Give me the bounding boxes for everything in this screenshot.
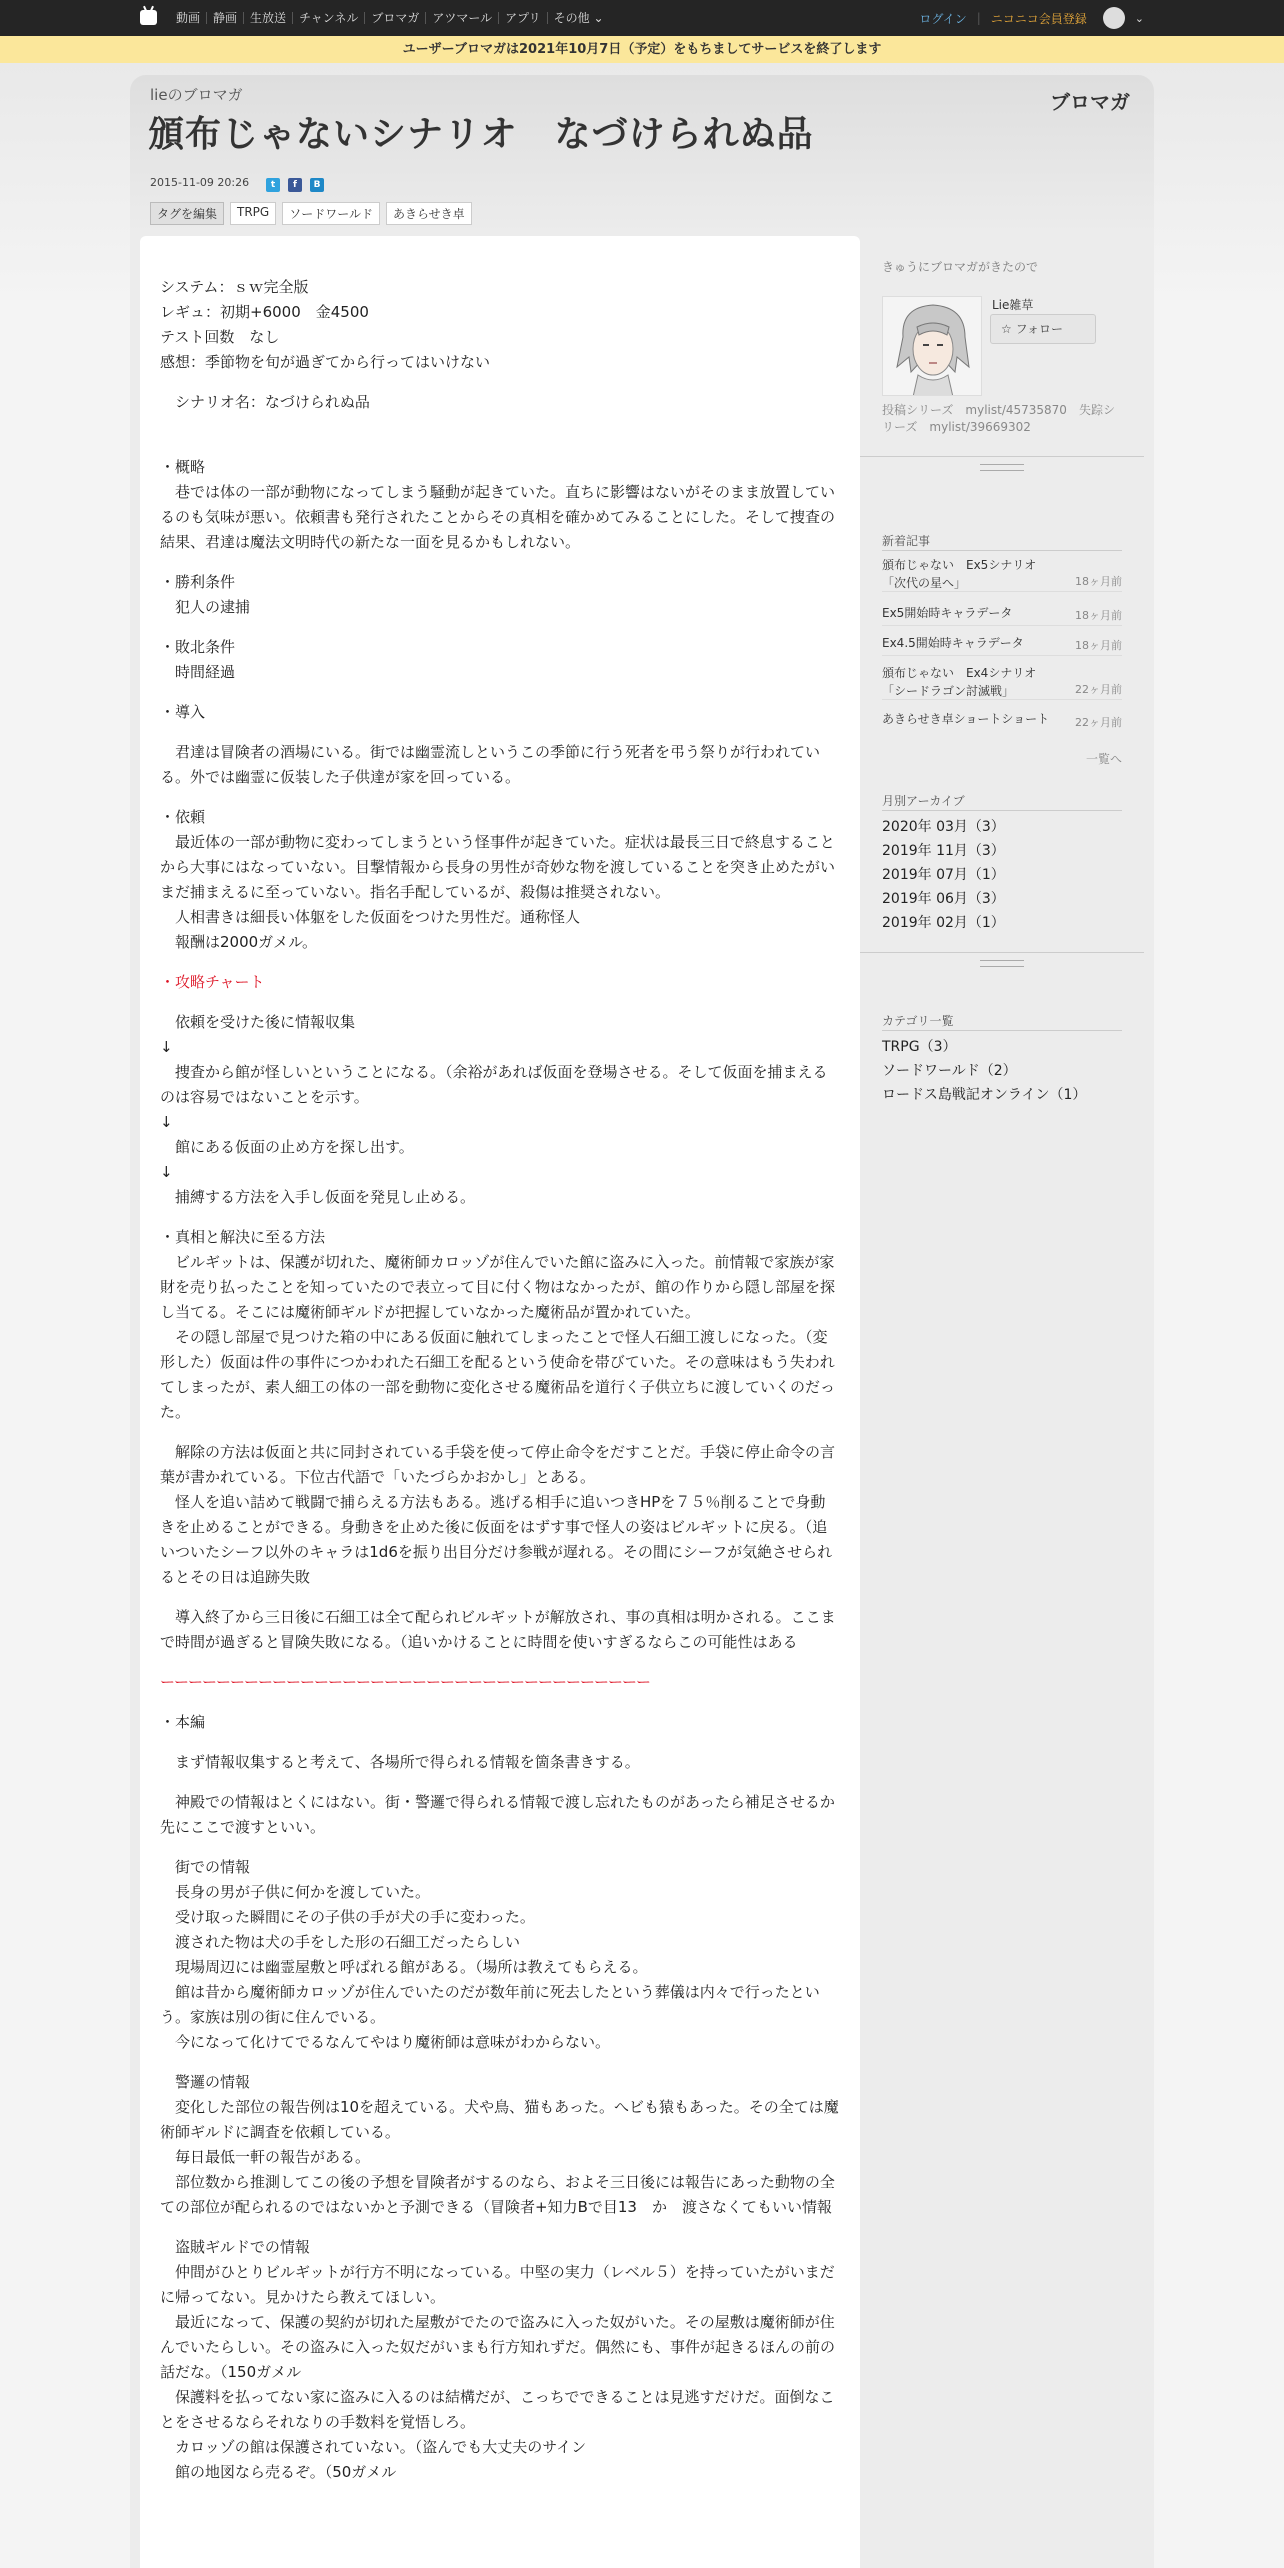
sidebar-visited-label: きゅうにブロマガがきたので [882, 260, 1039, 274]
new-article-date: 18ヶ月前 [1075, 639, 1122, 652]
new-article-item[interactable] [882, 556, 1122, 592]
nav-seiga[interactable]: 静画 [206, 12, 243, 24]
page-title: 頒布じゃないシナリオ なづけられぬ品 [148, 114, 814, 155]
new-article-date: 18ヶ月前 [1075, 609, 1122, 622]
category-item[interactable]: ロードス島戦記オンライン（1） [882, 1087, 1087, 1103]
tag-list [150, 202, 472, 225]
nav-other[interactable] [547, 12, 610, 24]
service-nav [170, 0, 610, 36]
facebook-icon[interactable]: f [288, 178, 302, 192]
archive-label: 月別アーカイブ [882, 794, 965, 808]
nav-video[interactable]: 動画 [176, 11, 201, 25]
share-buttons [266, 178, 324, 192]
article-paragraph: ・本編 [160, 1713, 206, 1731]
article-paragraph: 警邏の情報 変化した部位の報告例は10を超えている。犬や鳥、猫もあった。へビも猿もあった。その全ては魔術師ギルドに調査を依頼している。 毎日最低一軒の報告がある。 部位数から推測してこの後の予想を冒険者がするのなら、およそ三日後には報告にあった動物の全ての部位が配られるのではないかと予測できる（冒険者+知力Bで目13 か 渡さなくてもいい情報 [160, 2073, 839, 2216]
archive-item[interactable]: 2020年 03月（3） [882, 819, 1005, 835]
archive-item[interactable]: 2019年 02月（1） [882, 915, 1005, 931]
collapse-handle[interactable] [980, 464, 1024, 471]
login-link[interactable]: ログイン [919, 11, 967, 26]
new-article-item[interactable] [882, 710, 1122, 732]
article-paragraph: ・概略 巷では体の一部が動物になってしまう騒動が起きていた。直ちに影響はないがそのまま放置しているのも気味が悪い。依頼書も発行されたことからその真相を確かめてみることにした。そして捜査の結果、君達は魔法文明時代の新たな一面を見るかもしれない。 [160, 458, 836, 551]
article-paragraph: 盗賊ギルドでの情報 仲間がひとりビルギットが行方不明になっている。中堅の実力（レベル５）を持っていたがいまだに帰ってない。見かけたら教えてほしい。 最近になって、保護の契約が切れた屋敷がでたので盗みに入った奴がいた。その屋敷は魔術師が住んでいたらしい。その盗みに入った奴だがいまも行方知れずだ。偶然にも、事件が起きるほんの前の話だな。（150ガメル 保護料を払ってない家に盗みに入るのは結構だが、こっちでできることは見逃すだけだ。面倒なことをさせるならそれなりの手数料を覚悟しろ。 カロッゾの館は保護されていない。（盗んでも大丈夫のサイン 館の地図なら売るぞ。（50ガメル [160, 2238, 836, 2481]
article-body [160, 275, 840, 2500]
new-article-title: あきらせき卓ショートショート [882, 712, 1050, 726]
red-divider: ーーーーーーーーーーーーーーーーーーーーーーーーーーーーーーーーーーー [160, 1673, 651, 1691]
category-label: カテゴリ一覧 [882, 1014, 954, 1028]
article-paragraph: ・勝利条件 犯人の逮捕 [160, 573, 251, 616]
category-item[interactable]: TRPG（3） [882, 1039, 957, 1055]
new-article-date: 22ヶ月前 [1075, 716, 1122, 729]
article-paragraph: シナリオ名：なづけられぬ品 [160, 393, 370, 411]
niconico-logo-icon[interactable] [140, 10, 157, 25]
archive-item[interactable]: 2019年 11月（3） [882, 843, 1005, 859]
star-icon: ☆ [1001, 322, 1012, 336]
nav-channel[interactable]: チャンネル [292, 12, 364, 24]
archive-item[interactable]: 2019年 07月（1） [882, 867, 1005, 883]
service-end-notice: ユーザーブロマガは2021年10月7日（予定）をもちましてサービスを終了します [0, 36, 1284, 63]
article-paragraph: 街での情報 長身の男が子供に何かを渡していた。 受け取った瞬間にその子供の手が犬の手に変わった。 渡された物は犬の手をした形の石細工だったらしい 現場周辺には幽霊屋敷と呼ばれる館がある。（場所は教えてもらえる。 館は昔から魔術師カロッゾが住んでいたのだが数年前に死去したという葬儀は内々で行ったという。家族は別の街に住んでいる。 今になって化けてでるなんてやはり魔術師は意味がわからない。 [160, 1858, 820, 2051]
more-articles-link[interactable]: 一覧へ [1085, 752, 1122, 766]
archive-item[interactable]: 2019年 06月（3） [882, 891, 1005, 907]
nav-live[interactable]: 生放送 [243, 12, 292, 24]
nav-app[interactable]: アプリ [498, 12, 547, 24]
twitter-icon[interactable]: t [266, 178, 280, 192]
article-paragraph: システム：ｓｗ完全版 レギュ：初期+6000 金4500 テスト回数 なし 感想：季節物を旬が過ぎてから行ってはいけない [160, 278, 491, 371]
new-article-title: Ex4.5開始時キャラデータ [882, 636, 1024, 650]
user-name[interactable]: Lie雑草 [992, 298, 1034, 312]
article-paragraph: ・真相と解決に至る方法 ビルギットは、保護が切れた、魔術師カロッゾが住んでいた館に盗みに入った。前情報で家族が家財を売り払ったことを知っていたので表立って目に付く物はなかったが、館の作りから隠し部屋を探し当てる。そこには魔術師ギルドが把握していなかった魔術品が置かれていた。 その隠し部屋で見つけた箱の中にある仮面に触れてしまったことで怪人石細工渡しになった。（変形した）仮面は件の事件につかわれた石細工を配るという使命を帯びていた。その意味はもう失われてしまったが、素人細工の体の一部を動物に変化させる魔術品を道行く子供立ちに渡していくのだった。 [160, 1228, 836, 1421]
sidebar-divider [860, 952, 1144, 953]
post-date: 2015-11-09 20:26 [150, 176, 250, 189]
follow-button[interactable] [990, 314, 1096, 344]
new-article-item[interactable] [882, 664, 1122, 700]
user-avatar-illustration [883, 297, 982, 396]
nav-other-label: その他 [553, 11, 590, 25]
user-avatar[interactable] [882, 296, 982, 396]
series-links[interactable]: 投稿シリーズ mylist/45735870 失踪シリーズ mylist/39669302 [882, 403, 1115, 434]
tag-item[interactable]: TRPG [230, 202, 276, 225]
register-link[interactable]: ニコニコ会員登録 [990, 11, 1087, 26]
hatena-bookmark-icon[interactable]: B [310, 178, 324, 192]
article-paragraph: まず情報収集すると考えて、各場所で得られる情報を箇条書きする。 [160, 1753, 640, 1771]
tag-item[interactable]: あきらせき卓 [386, 202, 472, 225]
new-article-date: 18ヶ月前 [1075, 575, 1122, 588]
article-paragraph: ・依頼 最近体の一部が動物に変わってしまうという怪事件が起きていた。症状は最長三日で終息することから大事にはなっていない。目撃情報から長身の男性が奇妙な物を渡していることを突き止めたがいまだ捕まえるに至っていない。指名手配しているが、殺傷は推奨されない。 人相書きは細長い体躯をした仮面をつけた男性だ。通称怪人 報酬は2000ガメル。 [160, 808, 836, 951]
tag-item[interactable]: ソードワールド [282, 202, 380, 225]
chevron-down-icon: ⌄ [593, 11, 604, 25]
article-heading-red: ・攻略チャート [160, 973, 265, 991]
new-article-title: Ex5開始時キャラデータ [882, 606, 1013, 620]
new-articles-label: 新着記事 [882, 534, 931, 548]
article-paragraph: ・導入 [160, 703, 206, 721]
nav-atsumaru[interactable]: アツマール [425, 12, 498, 24]
new-article-item[interactable] [882, 634, 1122, 656]
tag-edit-button[interactable]: タグを編集 [150, 202, 224, 225]
article-paragraph: 解除の方法は仮面と共に同封されている手袋を使って停止命令をだすことだ。手袋に停止命令の言葉が書かれている。下位古代語で「いたづらかおかし」とある。 怪人を追い詰めて戦闘で捕らえる方法もある。逃げる相手に追いつきHPを７５％削ることで身動きを止めることができる。身動きを止めた後に仮面をはずす事で怪人の姿はビルギットに戻る。（追いついたシーフ以外のキャラは1d6を振り出目分だけ参戦が遅れる。その間にシーフが気絶させられるとその日は追跡失敗 [160, 1443, 836, 1586]
blog-owner[interactable]: lieのブロマガ [150, 86, 243, 104]
category-item[interactable]: ソードワールド（2） [882, 1063, 1017, 1079]
new-article-item[interactable] [882, 604, 1122, 626]
article-paragraph: 神殿での情報はとくにはない。街・警邏で得られる情報で渡し忘れたものがあったら補足させるか先にここで渡すといい。 [160, 1793, 835, 1836]
new-article-title: 頒布じゃない Ex4シナリオ 「シードラゴン討滅戦」 [882, 666, 1049, 698]
sidebar-divider [860, 456, 1144, 457]
article-paragraph: 君達は冒険者の酒場にいる。街では幽霊流しというこの季節に行う死者を弔う祭りが行われている。外では幽霊に仮装した子供達が家を回っている。 [160, 743, 821, 786]
new-article-date: 22ヶ月前 [1075, 683, 1122, 696]
article-paragraph: 導入終了から三日後に石細工は全て配られビルギットが解放され、事の真相は明かされる。ここまで時間が過ぎると冒険失敗になる。（追いかけることに時間を使いすぎるならこの可能性はある [160, 1608, 836, 1651]
follow-label: フォロー [1015, 322, 1063, 336]
article-paragraph: ・敗北条件 時間経過 [160, 638, 236, 681]
blomaga-brand-logo[interactable]: ブロマガ [1050, 90, 1130, 114]
chevron-down-icon[interactable]: ⌄ [1134, 11, 1144, 25]
nav-blomaga[interactable]: ブロマガ [364, 12, 425, 24]
global-nav-bar: 動画 静画 生放送 チャンネル ブロマガ アツマール アプリ その他 ⌄ ログイン | ニコニコ会員登録 ⌄ [0, 0, 1284, 36]
user-avatar-icon[interactable] [1103, 7, 1125, 29]
article-paragraph: 依頼を受けた後に情報収集 ↓ 捜査から館が怪しいということになる。（余裕があれば仮面を登場させる。そして仮面を捕まえるのは容易ではないことを示す。 ↓ 館にある仮面の止め方を探し出す。 ↓ 捕縛する方法を入手し仮面を発見し止める。 [160, 1013, 828, 1206]
new-article-title: 頒布じゃない Ex5シナリオ 「次代の星へ」 [882, 558, 1049, 590]
collapse-handle[interactable] [980, 960, 1024, 967]
